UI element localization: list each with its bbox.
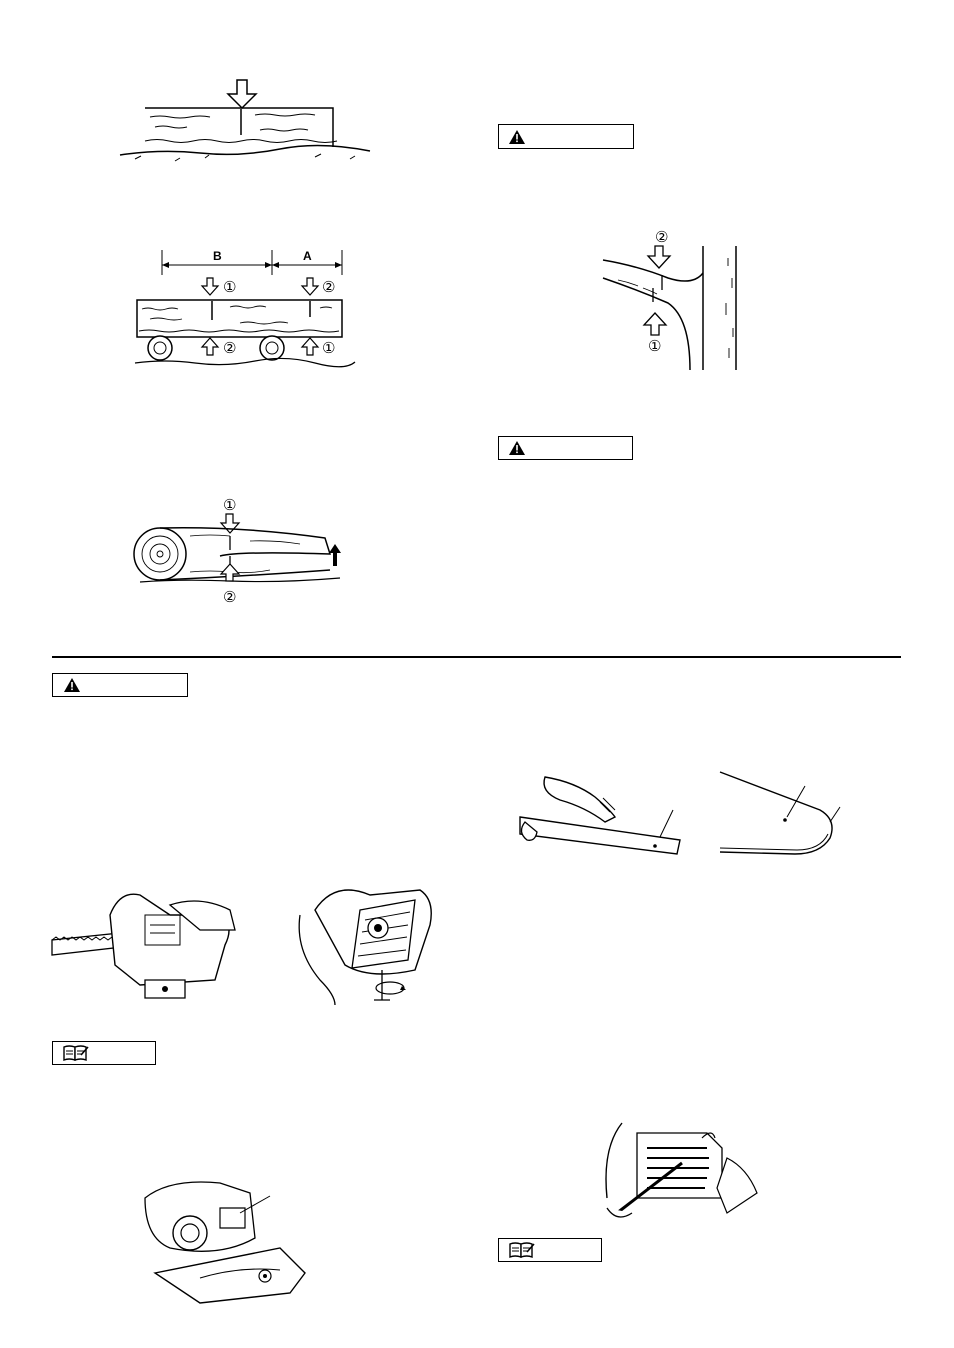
warning-triangle-icon	[509, 441, 525, 455]
warning-label-3	[52, 673, 188, 697]
warning-triangle-icon	[64, 678, 80, 692]
down-arrow-icon	[221, 514, 239, 533]
figure-sprung-log	[130, 496, 355, 611]
note-label-1	[52, 1041, 156, 1065]
dimension-label-a: A	[303, 249, 312, 263]
sprung-cut-bottom-label: ②	[223, 588, 237, 606]
figure-guide-bar	[515, 762, 845, 862]
section-divider	[52, 656, 901, 658]
cut-order-bottom-1: ②	[223, 339, 237, 357]
down-arrow-icon	[302, 278, 318, 295]
up-arrow-icon	[644, 313, 666, 335]
cut-order-top-2: ②	[322, 278, 336, 296]
figure-cylinder-fins	[597, 1118, 762, 1223]
book-note-icon	[63, 1045, 89, 1062]
figure-limb-cut	[598, 228, 748, 373]
sprung-cut-top-label: ①	[223, 496, 237, 514]
figure-log-on-ground	[115, 75, 380, 170]
figure-sprocket-cover	[140, 1178, 310, 1308]
up-arrow-icon	[202, 338, 218, 355]
warning-label-2	[498, 436, 633, 460]
cut-order-top-1: ①	[223, 278, 237, 296]
down-arrow-icon	[202, 278, 218, 295]
limb-cut-top-label: ②	[655, 228, 669, 246]
up-arrow-icon	[302, 338, 318, 355]
warning-triangle-icon	[509, 130, 525, 144]
up-arrow-solid-icon	[329, 544, 341, 566]
down-arrow-icon	[228, 80, 256, 108]
note-label-2	[498, 1238, 602, 1262]
figure-air-filter-cleaning	[290, 880, 440, 1005]
limb-cut-bottom-label: ①	[648, 337, 662, 355]
up-arrow-icon	[221, 564, 239, 581]
figure-log-supported	[130, 245, 355, 370]
cut-order-bottom-2: ①	[322, 339, 336, 357]
book-note-icon	[509, 1242, 535, 1259]
down-arrow-icon	[648, 246, 670, 268]
figure-chainsaw-filter-removal	[50, 885, 240, 1005]
warning-label-1	[498, 124, 634, 149]
dimension-label-b: B	[213, 249, 222, 263]
